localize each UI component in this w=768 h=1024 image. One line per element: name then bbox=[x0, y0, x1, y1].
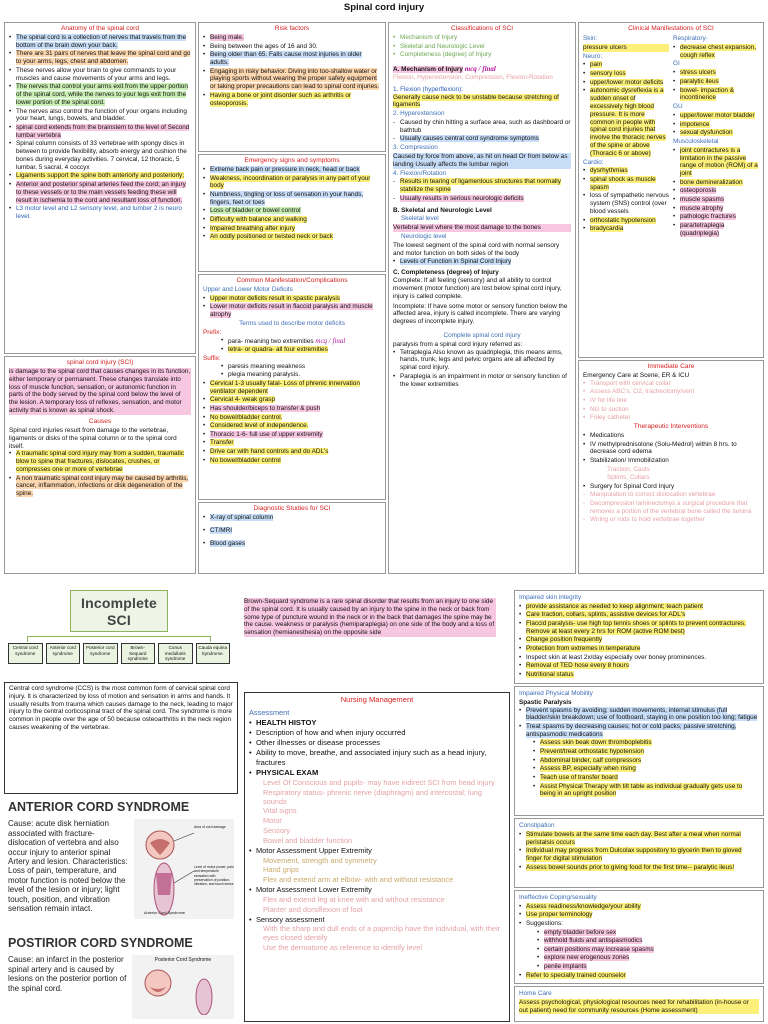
level-item: • Considered level of independence. bbox=[203, 422, 381, 430]
incomplete-line1: Incomplete bbox=[81, 595, 157, 611]
cardio-item: • orthostatic hypotension bbox=[583, 217, 669, 225]
exam-list bbox=[249, 778, 505, 845]
nursing-list bbox=[249, 718, 505, 777]
causes-text: Spinal cord injuries result from damage to the vertebrae, ligaments or disks of the spinal column or to the spinal cord itself. bbox=[9, 426, 177, 450]
posterior-figure bbox=[132, 955, 234, 1019]
hyper-item: - Usually causes central cord syndrome symptoms bbox=[393, 135, 571, 143]
nursing-item: • Other illnesses or disease processes bbox=[249, 738, 505, 747]
home-care-section bbox=[514, 986, 764, 1022]
neuro-item: • pain bbox=[583, 61, 669, 69]
mobility-sub-item: • Teach use of transfer board bbox=[533, 774, 759, 782]
msk-item: • joint contractures is a limitation in the passive range of motion (ROM) of a joint bbox=[673, 147, 759, 178]
clinical-right bbox=[673, 34, 759, 238]
therapeutic-item: • Stabilization/ Immobilization bbox=[583, 457, 759, 465]
skin-integrity-item: • provide assistance as needed to keep alignment; teach patient bbox=[519, 603, 759, 611]
home-care-heading: Home Care bbox=[519, 990, 552, 997]
skin-integrity-item: • Flaccid paralysis- use high top tennis shoes or splints to prevent contractures. Remove at least every 2 hrs for ROM (active ROM best) bbox=[519, 620, 759, 636]
coping-sub-item: • empty bladder before sex bbox=[537, 929, 759, 937]
completeness-text1: Complete: If all feeling (sensory) and all ability to control movement (motor function) are lost below spinal cord injury, injury is called complete. bbox=[393, 277, 562, 300]
mobility-sub-list bbox=[519, 739, 759, 798]
coping-heading: Ineffective Coping/sexuality bbox=[519, 894, 597, 901]
constipation-heading: Constipation bbox=[519, 822, 555, 829]
common-section bbox=[198, 274, 386, 500]
neuro-title: Neurologic level bbox=[401, 233, 447, 241]
immediate-list bbox=[583, 380, 759, 422]
incomplete-line2: SCI bbox=[107, 612, 131, 629]
exam-item: Sensory bbox=[263, 826, 291, 836]
classification-item: • Skeletal and Neurologic Level bbox=[393, 43, 571, 51]
mobility-item: • Treat spasms by decreasing causes; hot or cold packs; passive stretching, antispasmodic medications bbox=[519, 723, 759, 739]
level-title: B. Skeletal and Neurologic Level bbox=[393, 206, 492, 214]
therapeutic-sub bbox=[583, 466, 759, 482]
level-item: • Drive car with hand controls and do ADL's bbox=[203, 448, 381, 456]
completeness-text2: Incomplete: If have some motor or sensory function below the affected area, injury is called incomplete. There are varying degrees of incomplete injury. bbox=[393, 302, 568, 326]
diagnostic-item: • Blood gases bbox=[203, 540, 381, 548]
flexrot-title: 4. Flexion/Rotation bbox=[393, 169, 447, 177]
classification-item: • Mechanism of Injury bbox=[393, 34, 571, 42]
complete-injury-item: • Paraplegia is an impairment in motor or sensory function of the lower extremities bbox=[393, 373, 571, 389]
gi-item: • bowel- impaction & incontinence bbox=[673, 87, 759, 103]
anatomy-item: • These nerves allow your brain to give commands to your muscles and cause movements of your arms and legs. bbox=[9, 67, 191, 83]
msk-item: • muscle atrophy bbox=[673, 205, 759, 213]
constipation-item: • Individual may progress from Dulcolax suppository to glycerin then to gloved finger for digital stimulation bbox=[519, 847, 759, 863]
gi-item: • stress ulcers bbox=[673, 69, 759, 77]
skin-integrity-item: • Change position frequently bbox=[519, 636, 759, 644]
emergency-item: • Loss of bladder or bowel control bbox=[203, 207, 381, 215]
mobility-sub-item: • Abdominal binder, calf compressors bbox=[533, 757, 759, 765]
skin-integrity-item: • Removal of TED hose every 8 hours bbox=[519, 662, 759, 670]
posterior-cord-section bbox=[4, 934, 238, 1022]
emergency-section bbox=[198, 154, 386, 272]
lower-label: • Motor Assessment Lower Extremity bbox=[249, 885, 505, 894]
neuro-item: • upper/lower motor deficits bbox=[583, 79, 669, 87]
therapeutic-item: • Medications bbox=[583, 432, 759, 440]
anatomy-item: • The nerves also control the function of your organs including your heart, lungs, bowels, and bladder. bbox=[9, 108, 191, 124]
spastic-label: Spastic Paralysis bbox=[519, 698, 572, 706]
anatomy-heading: Anatomy of the spinal cord bbox=[60, 25, 140, 32]
anatomy-item: • Ligaments support the spine both anteriorly and posteriorly; bbox=[9, 172, 191, 180]
exam-item: Vital signs bbox=[263, 806, 297, 816]
upper-list bbox=[249, 846, 505, 855]
risk-section bbox=[198, 22, 386, 152]
skin-integrity-item: • Inspect skin at least 2x/day especially over boney prominences. bbox=[519, 654, 759, 662]
sensory-label: • Sensory assessment bbox=[249, 915, 505, 924]
anterior-title: ANTERIOR CORD SYNDROME bbox=[8, 800, 190, 814]
coping-sub-item: • withhold fluids and antispasmodics bbox=[537, 937, 759, 945]
comp-title: 3. Compression bbox=[393, 144, 438, 152]
nursing-heading: Nursing Management bbox=[340, 695, 414, 704]
skin-integrity-heading: Impaired skin integrity bbox=[519, 594, 582, 601]
coping-last-list bbox=[519, 972, 759, 980]
anterior-figure bbox=[134, 819, 234, 922]
immediate-item: • IV for life line bbox=[583, 397, 759, 405]
mechanism-title: A. Mechanism of Injury mcq / final bbox=[393, 65, 496, 74]
common-heading: Common Manifestation/Complications bbox=[236, 277, 348, 284]
immediate-section bbox=[578, 360, 764, 574]
surgery-item: - Decompression laminectomys a surgical procedure that removes a portion of the vertebral bone called the lamina bbox=[583, 500, 759, 516]
coping-section bbox=[514, 890, 764, 984]
home-care-text: Assess psychological, physiological resources need for rehabilitation (in-house or out patient) need for community resources (Home assessment) bbox=[519, 999, 759, 1015]
mobility-list bbox=[519, 707, 759, 739]
cardio-item: • dysrhythmias bbox=[583, 167, 669, 175]
incomplete-boxes bbox=[8, 643, 230, 664]
hyper-list bbox=[393, 119, 571, 143]
sci-section bbox=[4, 356, 196, 574]
skin-integrity-item: • Protection from extremes in temperature bbox=[519, 645, 759, 653]
level-item: • Transfer bbox=[203, 439, 381, 447]
exam-item: Bowel and bladder function bbox=[263, 835, 353, 845]
anatomy-item: • spinal cord extends from the brainstem to the level of Second lumbar vertebra bbox=[9, 124, 191, 140]
cardio-item: • loss of sympathetic nervous system (SNS) control (over blood vessels bbox=[583, 192, 669, 215]
immediate-item: • Assess ABC's, O2, tracheotomy/vent bbox=[583, 388, 759, 396]
neuro-item: • Levels of Function in Spinal Cord Injury bbox=[393, 258, 571, 266]
constipation-item: • Stimulate bowels at the same time each day. Best after a meal when normal peristalsis occurs bbox=[519, 831, 759, 847]
incomplete-box: Brown-Sequard syndrome bbox=[121, 643, 156, 664]
flexion-title: 1. Flexion (hyperflexion): bbox=[393, 85, 463, 93]
classification-section bbox=[388, 22, 576, 574]
upper-item: Hand grips bbox=[263, 865, 299, 875]
levels-list bbox=[203, 380, 381, 465]
emergency-item: • Weakness, incoordination or paralysis in any part of your body bbox=[203, 175, 381, 191]
skin-text: pressure ulcers bbox=[583, 44, 669, 52]
therapeutic-item: • IV methylprednisolone (Solu-Medrol) within 8 hrs. to decrease cord edema bbox=[583, 441, 759, 457]
emergency-item: • Extreme back pain or pressure in neck, head or back bbox=[203, 166, 381, 174]
coping-sub-item: • certain positions may increase spasms bbox=[537, 946, 759, 954]
coping-item: • Assess readiness/knowledge/your ability bbox=[519, 903, 759, 911]
incomplete-box: Anterior cord syndrome bbox=[46, 643, 81, 664]
assessment-label: Assessment bbox=[249, 708, 290, 718]
therapeutic-sub-item: Splints, Collars bbox=[607, 474, 650, 482]
anatomy-item: • The spinal cord is a collection of nerves that travels from the bottom of the brain down your back. bbox=[9, 34, 191, 50]
constipation-list bbox=[519, 831, 759, 872]
msk-item: • para/tetraplegia (quadriplegia) bbox=[673, 222, 759, 238]
immediate-heading: Immediate Care bbox=[647, 363, 695, 370]
incomplete-box: Posterior cord syndrome bbox=[83, 643, 118, 664]
nursing-section bbox=[244, 692, 510, 1022]
anatomy-item: • There are 31 pairs of nerves that leave the spinal cord and go to your arms, legs, chest and abdomen. bbox=[9, 50, 191, 66]
level-item: • No bowel/bladder control. bbox=[203, 414, 381, 422]
msk-item: • osteoporosis bbox=[673, 187, 759, 195]
hyper-item: - Caused by chin hitting a surface area, such as dashboard or bathtub bbox=[393, 119, 571, 135]
cardio-item: • bradycardia bbox=[583, 225, 669, 233]
prefix-label: Prefix: bbox=[203, 328, 222, 336]
gu-item: • sexual dysfunction bbox=[673, 129, 759, 137]
surgery-item: - Wiring or rods to hold vertebrae together bbox=[583, 516, 759, 524]
central-cord-text: Central cord syndrome (CCS) is the most common form of cervical spinal cord injury. It is characterized by loss of motion and sensation in arms and hands. It usually results from trauma which causes damage to the neck, leading to major injury to the central corticospinal tract of the spinal cord. The syndrome is more common in people over the age of 50 because osteoarthritis in the neck region causes weakening of the vertebrae. bbox=[9, 685, 233, 732]
diagnostic-heading: Diagnostic Studies for SCI bbox=[253, 505, 331, 512]
common-sub: Upper and Lower Motor Deficits bbox=[203, 286, 293, 294]
msk-label: Musculoskeletal bbox=[673, 137, 719, 145]
incomplete-sci-diagram bbox=[4, 588, 234, 680]
anatomy-item: • L3 motor level and L2 sensory level, and lumber 2 is neuro level. bbox=[9, 205, 191, 221]
anterior-fig-note2: Level of motor power, pain and temperature sensation with preservation of position, vibration, and touch sense bbox=[194, 865, 234, 886]
causes-heading: Causes bbox=[88, 417, 112, 425]
lower-item: Planter and dorsiflexion of foot bbox=[263, 904, 363, 914]
resp-list bbox=[673, 44, 759, 60]
causes-list bbox=[9, 450, 191, 498]
sensory-items bbox=[249, 924, 505, 952]
therapeutic-list bbox=[583, 432, 759, 465]
mobility-sub-item: • Assess BP, especially when rising bbox=[533, 765, 759, 773]
cardio-item: • spinal shock as muscle spasm bbox=[583, 176, 669, 192]
neuro-item: • autonomic dysreflexia is a sudden onset of excessively high blood pressure. It is more common in people with spinal cord injuries that involve the thoracic nerves of the spine or above (Thoracic 6 or above) bbox=[583, 87, 669, 157]
level-item: • Has shoulder/biceps to transfer & push bbox=[203, 405, 381, 413]
complete-injury-text: paralysis from a spinal cord injury referred as: bbox=[393, 340, 523, 348]
emergency-heading: Emergency signs and symptoms bbox=[244, 157, 340, 164]
incomplete-box: Conus medullaris syndrome bbox=[158, 643, 193, 664]
nursing-item: • Ability to move, breathe, and associated injury such as a head injury, fractures bbox=[249, 748, 505, 767]
comp-text: Caused by force from above, as hit on head Or from below as landing Usually affects the lumbar region bbox=[393, 153, 571, 169]
prefix-item: • para- meaning two extremities mcq / final bbox=[221, 337, 381, 346]
complete-injury-heading: Complete spinal cord injury bbox=[443, 332, 521, 340]
cause-item: • A traumatic spinal cord injury may from a sudden, traumatic blow to spine that fractures, dislocates, crushes, or compresses one or more of vertebrae bbox=[9, 450, 191, 473]
gu-item: • upper/lower motor bladder bbox=[673, 112, 759, 120]
sensory-item: With the sharp and dull ends of a paperclip have the individual, with their eyes closed identify bbox=[263, 924, 501, 943]
coping-list bbox=[519, 903, 759, 928]
level-item: • No bowel/bladder control bbox=[203, 457, 381, 465]
complete-injury-list bbox=[393, 349, 571, 389]
classification-heading: Classifications of SCI bbox=[450, 25, 514, 32]
exam-item: Motor bbox=[263, 816, 282, 826]
skeletal-text: Vertebral level where the most damage to the bones bbox=[393, 224, 571, 232]
lower-list bbox=[249, 885, 505, 894]
constipation-section bbox=[514, 818, 764, 888]
emergency-item: • Numbness, tingling or loss of sensation in your hands, fingers, feet or toes bbox=[203, 191, 381, 207]
msk-item: • muscle spasms bbox=[673, 196, 759, 204]
posterior-cord-figure bbox=[132, 963, 232, 1015]
common-item: • Upper motor deficits result in spastic paralysis bbox=[203, 295, 381, 303]
nursing-item: • HEALTH HISTOY bbox=[249, 718, 505, 727]
surgery-list bbox=[583, 483, 759, 491]
risk-item: • Being male. bbox=[203, 34, 381, 42]
brown-sequard-section bbox=[240, 596, 500, 676]
upper-items bbox=[249, 856, 505, 885]
posterior-fig-label: Posterior Cord Syndrome bbox=[154, 957, 212, 964]
skin-integrity-item: • Nutritional status bbox=[519, 671, 759, 679]
terms-label: Terms used to describe motor deficits bbox=[239, 320, 345, 328]
suffix-label: Suffix: bbox=[203, 354, 221, 362]
gu-list bbox=[673, 112, 759, 137]
neuro-item: • sensory loss bbox=[583, 70, 669, 78]
surgery-item: - Manipulation to correct dislocation vertebrae bbox=[583, 491, 759, 499]
neuro-text: The lowest segment of the spinal cord with normal sensory and motor function on both sides of the body bbox=[393, 241, 560, 257]
msk-item: • pathologic fractures bbox=[673, 213, 759, 221]
hyper-title: 2. Hyperextension bbox=[393, 110, 445, 118]
msk-list bbox=[673, 147, 759, 238]
lower-item: Flex and extend leg at knee with and without resistance bbox=[263, 894, 445, 904]
constipation-item: • Assess bowel sounds prior to giving food for the first time-- paralytic ileus! bbox=[519, 864, 759, 872]
skin-integrity-item: • Care traction, collars, splints, assistive devices for ADL's bbox=[519, 611, 759, 619]
neuro-list bbox=[583, 61, 669, 157]
completeness-title: C. Completeness (degree) of Injury bbox=[393, 269, 499, 277]
level-item: • Cervical 1-3 usually fatal- Loss of phrenic innervation ventilator dependent bbox=[203, 380, 381, 396]
upper-item: Movement, strength and symmetry bbox=[263, 855, 377, 865]
emergency-list bbox=[203, 166, 381, 241]
anatomy-item: • Spinal column consists of 33 vertebrae with spongy discs in between to provide flexibility, absorb energy and cushion the bones during everyday activities. 7 cervical, 12 thoracic, 5 lumbar, 5 sacral, 4 coccyx bbox=[9, 140, 191, 171]
risk-item: • Being older than 65. Falls cause most injuries in older adults. bbox=[203, 51, 381, 67]
diagnostic-item: • X-ray of spinal column bbox=[203, 514, 381, 522]
sensory-list bbox=[249, 915, 505, 924]
mobility-heading: Impaired Physical Mobility bbox=[519, 690, 593, 697]
upper-item: Flex and extend arm at elbow- with and without resistance bbox=[263, 875, 454, 885]
incomplete-box: Cauda equina Syndrome. bbox=[196, 643, 231, 664]
sensory-item: Use the dermatome as reference to identify level bbox=[263, 943, 422, 953]
upper-label: • Motor Assessment Upper Extremity bbox=[249, 846, 505, 855]
immediate-sub: Emergency Care at Scene, ER & ICU bbox=[583, 372, 690, 380]
neuro-list bbox=[393, 258, 571, 266]
immediate-item: • Foley catheter bbox=[583, 414, 759, 422]
prefix-item: • tetra- or quadra- all four extremities bbox=[221, 346, 381, 354]
immediate-item: • NG to suction bbox=[583, 406, 759, 414]
suffix-list bbox=[203, 363, 381, 379]
msk-item: • bone demineralization bbox=[673, 179, 759, 187]
skeletal-title: Skeletal level bbox=[401, 215, 439, 223]
lower-items bbox=[249, 895, 505, 914]
gu-item: • impotence bbox=[673, 121, 759, 129]
immediate-item: • Transport with cervical collar bbox=[583, 380, 759, 388]
clinical-section bbox=[578, 22, 764, 358]
anterior-fig-note1: Area of cord damage bbox=[194, 825, 226, 830]
skin-label: Skin: bbox=[583, 35, 598, 43]
coping-item: • Suggestions: bbox=[519, 920, 759, 928]
anatomy-item: • The nerves that control your arms exit from the upper portion of the spinal cord, while the nerves to your legs exit from the lower portion of the spinal cord. bbox=[9, 83, 191, 106]
nursing-item: • PHYSICAL EXAM bbox=[249, 768, 505, 777]
anterior-fig-label: Anterior Cord Syndrome bbox=[144, 911, 185, 916]
mobility-sub-item: • Assist Physical Therapy with tilt table as individual gradually gets use to being in an upright position bbox=[533, 783, 759, 799]
classification-list bbox=[393, 34, 571, 59]
classification-item: • Completeness (degree) of Injury bbox=[393, 51, 571, 59]
anterior-cord-section bbox=[4, 798, 238, 932]
nursing-item: • Description of how and when injury occurred bbox=[249, 728, 505, 737]
emergency-item: • An oddly positioned or twisted neck or back bbox=[203, 233, 381, 241]
level-item: • Thoracic 1-6- full use of upper extremity bbox=[203, 431, 381, 439]
diagnostic-item: • CT/MRI bbox=[203, 527, 381, 535]
coping-last: • Refer to specially trained counselor bbox=[519, 972, 759, 980]
anatomy-list bbox=[9, 34, 191, 221]
incomplete-box: Central cord syndrome bbox=[8, 643, 43, 664]
coping-sub-list bbox=[519, 929, 759, 971]
clinical-columns bbox=[583, 34, 759, 238]
mobility-section bbox=[514, 686, 764, 816]
risk-item: • Engaging in risky behavior. Diving into too-shallow water or playing sports without wearing the proper safety equipment or taking proper precautions can lead to spinal cord injuries. bbox=[203, 68, 381, 91]
risk-item: • Being between the ages of 16 and 30. bbox=[203, 43, 381, 51]
flexrot-item: - Usually results in serious neurologic deficits bbox=[393, 195, 571, 203]
cause-item: • A non traumatic spinal cord injury may be caused by arthritis, cancer, inflammation, infections or disk degeneration of the spine. bbox=[9, 475, 191, 498]
mobility-item: • Prevent spasms by avoiding; sudden movements, internal stimulus (full bladder/skin breakdown; use of footboard, staying in one position too long; fatigue bbox=[519, 707, 759, 723]
coping-sub-item: • penile implants bbox=[537, 963, 759, 971]
common-list bbox=[203, 295, 381, 319]
exam-item: Level Of Conscious and pupils- may have indirect SCI from head injury bbox=[263, 777, 495, 787]
diagram-connector bbox=[27, 636, 211, 642]
diagnostic-section bbox=[198, 502, 386, 574]
sci-text: is damage to the spinal cord that causes changes in its function, either temporary or permanent. These changes translate into loss of muscle function, sensation, or autonomic function in parts of the body served by the spinal cord below the level of the lesion. A temporary loss of reflexes, sensation, and motor activity that is known as spinal shock. bbox=[9, 368, 191, 415]
flexion-text: Generally cause neck to be unstable because stretching of ligaments bbox=[393, 93, 559, 109]
anatomy-section bbox=[4, 22, 196, 354]
prefix-list bbox=[203, 337, 381, 354]
risk-heading: Risk factors bbox=[274, 25, 310, 32]
mechanism-faded: Flexion, Hyperextension, Compression, Flexion-Rotation bbox=[393, 73, 553, 81]
resp-label: Respiratory- bbox=[673, 35, 708, 43]
level-item: • Cervical 4- weak grasp bbox=[203, 396, 381, 404]
risk-item: • Having a bone or joint disorder such as arthritis or osteoporosis. bbox=[203, 92, 381, 108]
gi-item: • paralytic ileus bbox=[673, 78, 759, 86]
surgery-label: • Surgery for Spinal Cord Injury bbox=[583, 483, 759, 491]
mobility-sub-item: • Assess skin beak down thromboplebitis bbox=[533, 739, 759, 747]
neuro-label: Neuro: bbox=[583, 52, 603, 60]
clinical-heading: Clinical Manifestations of SCI bbox=[628, 25, 714, 32]
central-cord-section bbox=[4, 682, 238, 794]
incomplete-title-box bbox=[70, 590, 168, 632]
therapeutic-sub-item: Traction, Casts bbox=[607, 465, 650, 473]
posterior-text: Cause: an infarct in the posterior spinal artery and is caused by lesions on the posterior portion of the spinal cord. bbox=[8, 955, 127, 993]
surgery-items bbox=[583, 491, 759, 524]
flexrot-item: - Results in tearing of ligamentous structures that normally stabilize the spine bbox=[393, 178, 571, 194]
resp-item: • decrease chest expansion, cough reflex bbox=[673, 44, 759, 60]
cardio-label: Cardio: bbox=[583, 158, 604, 166]
gi-list bbox=[673, 69, 759, 102]
emergency-item: • Impaired breathing after injury bbox=[203, 225, 381, 233]
skin-integrity-list bbox=[519, 603, 759, 679]
suffix-item: • plegia meaning paralysis. bbox=[221, 371, 381, 379]
sci-heading: spinal cord injury (SCI) bbox=[66, 359, 134, 366]
anatomy-item: • Anterior and posterior spinal arteries feed the cord; an injury to these vessels or to the main vessels feeding these will result in ischemia to the cord and resultant loss of function. bbox=[9, 181, 191, 204]
cardio-list bbox=[583, 167, 669, 233]
gu-label: GU bbox=[673, 103, 683, 111]
complete-injury-item: • Tetraplegia Also known as quadriplegia, this means arms, hands, trunk, legs and pelvic organs are all affected by spinal cord injury. bbox=[393, 349, 571, 372]
clinical-left bbox=[583, 34, 669, 238]
exam-item: Respiratory status- phrenic nerve (diaphragm) and intercostal; lung sounds bbox=[263, 787, 482, 806]
therapeutic-heading: Therapeutic Interventions bbox=[633, 422, 709, 430]
coping-sub-item: • explore new erogenous zones bbox=[537, 954, 759, 962]
diagnostic-list bbox=[203, 514, 381, 547]
risk-list bbox=[203, 34, 381, 108]
coping-item: • Use proper terminology bbox=[519, 911, 759, 919]
gi-label: GI bbox=[673, 60, 680, 68]
common-item: • Lower motor deficits result in flaccid paralysis and muscle atrophy bbox=[203, 303, 381, 319]
posterior-title: POSTIRIOR CORD SYNDROME bbox=[8, 936, 193, 950]
suffix-item: • paresis meaning weakness bbox=[221, 363, 381, 371]
anterior-text: Cause: acute disk herniation associated with fracture-dislocation of vertebra and also occur injury to anterior spinal Artery and lesion. Characteristics: Loss of pain, temperature, and motor function is noted below the level of the lesion or injury; light touch, position, and vibration sensation remain intact. bbox=[8, 819, 128, 914]
mobility-sub-item: • Prevent/treat orthostatic hypotension bbox=[533, 748, 759, 756]
flexrot-list bbox=[393, 178, 571, 202]
brown-sequard-text: Brown-Sequard syndrome is a rare spinal disorder that results from an injury to one side of the spinal cord. It is usually caused by an injury to the spine in the neck or back from some type of puncture wound in the neck or in the back that damages the spine may be the cause. weakness or paralysis (hemiparaplegia) on one side of the body and a loss of sensation (hemianesthesia) on the opposite side bbox=[244, 598, 495, 637]
page-title: Spinal cord injury bbox=[343, 2, 425, 13]
emergency-item: • Difficulty with balance and walking bbox=[203, 216, 381, 224]
skin-integrity-section bbox=[514, 590, 764, 684]
